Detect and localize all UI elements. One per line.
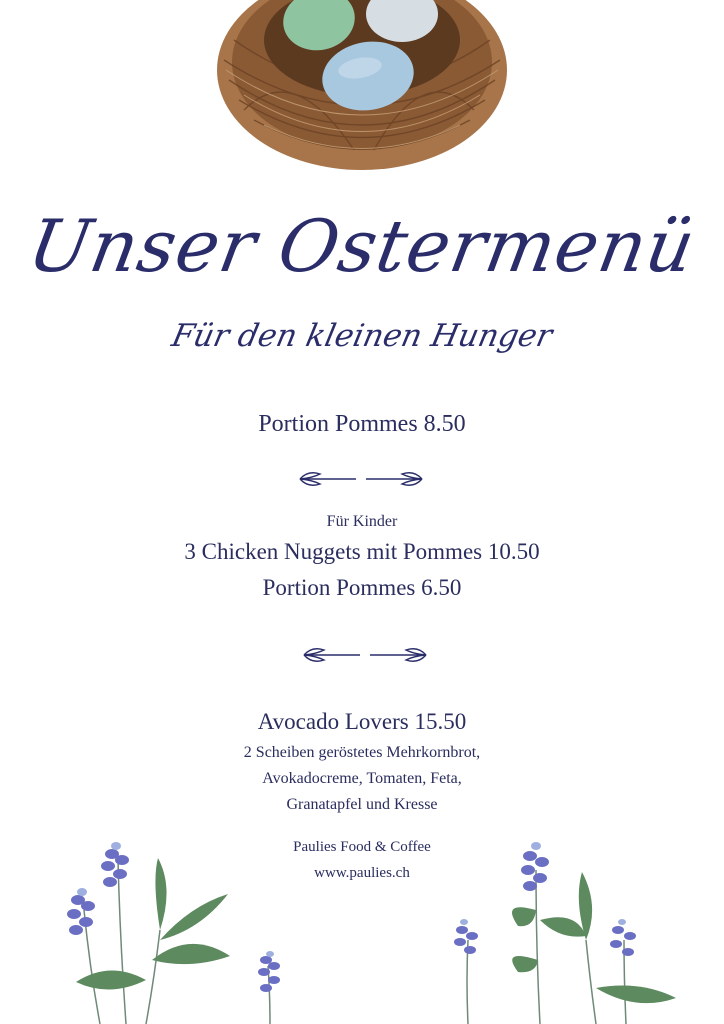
footer-name: Paulies Food & Coffee <box>293 839 431 855</box>
avocado-desc-line2: Avokadocreme, Tomaten, Feta, <box>262 770 462 787</box>
page-title: Unser Ostermenü <box>22 204 702 288</box>
menu-item-nuggets: 3 Chicken Nuggets mit Pommes 10.50 <box>184 539 540 564</box>
page-subtitle: Für den kleinen Hunger <box>168 318 556 354</box>
kids-label: Für Kinder <box>326 513 398 530</box>
ornament-divider-2 <box>300 644 432 666</box>
avocado-desc-line3: Granatapfel und Kresse <box>286 796 438 813</box>
footer-url: www.paulies.ch <box>314 865 410 881</box>
menu-item-kids-pommes: Portion Pommes 6.50 <box>262 575 462 600</box>
nest-eggs-illustration <box>214 0 510 172</box>
flower-illustration-left <box>60 830 240 1024</box>
ornament-divider-1 <box>296 468 428 490</box>
menu-item-pommes: Portion Pommes 8.50 <box>258 411 466 437</box>
avocado-desc-line1: 2 Scheiben geröstetes Mehrkornbrot, <box>243 744 481 761</box>
flower-illustration-small <box>250 950 290 1024</box>
flower-illustration-right <box>440 830 690 1024</box>
menu-item-avocado: Avocado Lovers 15.50 <box>257 709 467 734</box>
